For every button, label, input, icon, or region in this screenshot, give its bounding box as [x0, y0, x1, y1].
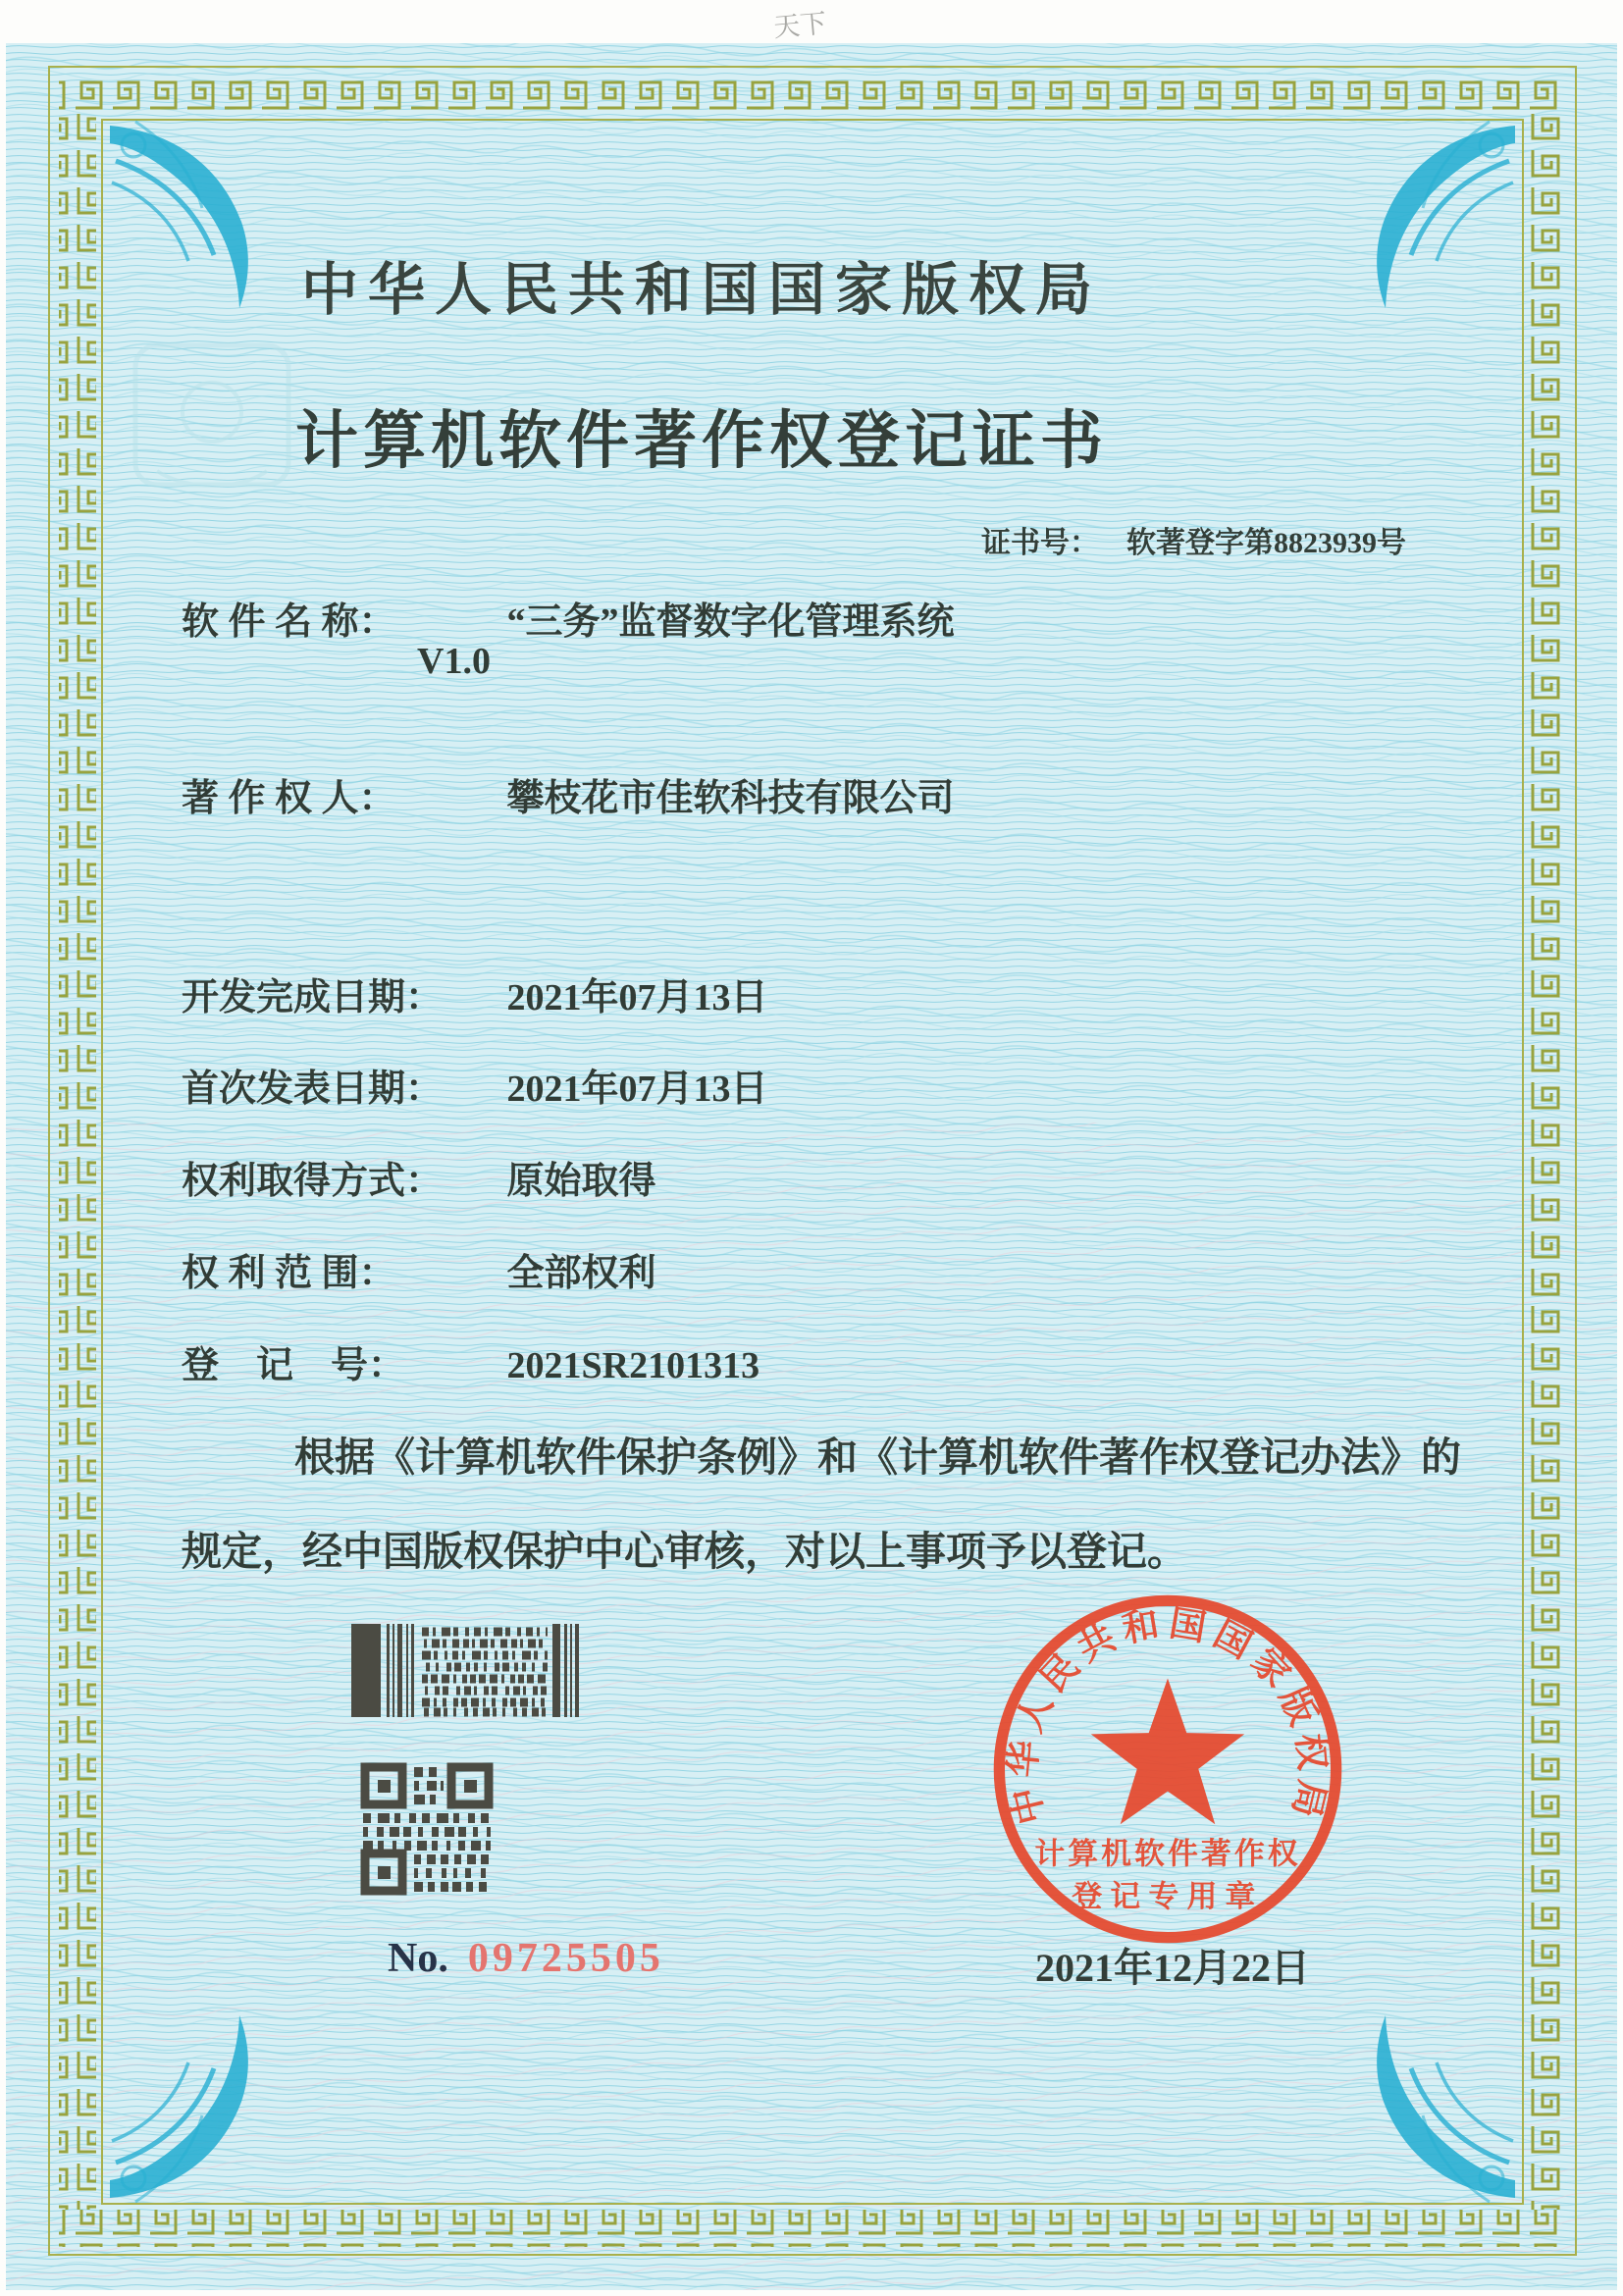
meander-border-bottom — [59, 2210, 1566, 2247]
certificate-number-label: 证书号： — [981, 527, 1099, 559]
meander-border-top — [59, 77, 1566, 114]
barcode — [351, 1624, 582, 1717]
serial-number-line — [388, 1935, 664, 1982]
serial-number-value: 09725505 — [467, 1936, 664, 1981]
meander-border-right — [1529, 114, 1566, 2210]
field-registration-number — [182, 1334, 759, 1388]
issue-date: 2021年12月22日 — [1035, 1946, 1310, 1990]
field-first-publication-date — [182, 1058, 768, 1112]
field-software-name — [182, 591, 955, 645]
pencil-annotation: 天下 — [772, 8, 828, 44]
completion-date-label: 开发完成日期： — [182, 977, 444, 1018]
software-version-value: V1.0 — [417, 641, 491, 682]
registration-number-value: 2021SR2101313 — [506, 1345, 760, 1386]
first-publication-date-label: 首次发表日期： — [182, 1069, 444, 1110]
rights-scope-label: 权 利 范 围： — [182, 1253, 396, 1294]
copyright-owner-value: 攀枝花市佳软科技有限公司 — [506, 778, 955, 819]
authority-title: 中华人民共和国国家版权局 — [300, 258, 1102, 322]
rights-acquisition-label: 权利取得方式： — [182, 1161, 444, 1202]
statement-line2: 规定，经中国版权保护中心审核，对以上事项予以登记。 — [182, 1529, 1187, 1574]
copyright-owner-label: 著 作 权 人： — [182, 778, 396, 819]
software-name-value: “三务”监督数字化管理系统 — [506, 601, 955, 643]
official-seal — [986, 1588, 1349, 1951]
completion-date-value: 2021年07月13日 — [506, 977, 768, 1018]
seal-star-icon — [1091, 1679, 1244, 1825]
corner-ornament-bottom-right — [1377, 2015, 1515, 2202]
field-rights-acquisition — [182, 1150, 656, 1204]
seal-ring-text: 中华人民共和国国家版权局 — [1003, 1603, 1333, 1828]
statement-line1: 根据《计算机软件保护条例》和《计算机软件著作权登记办法》的 — [294, 1435, 1461, 1480]
certificate-title: 计算机软件著作权登记证书 — [295, 406, 1108, 476]
seal-text-line2: 登记专用章 — [1072, 1879, 1264, 1913]
qr-code — [359, 1761, 495, 1897]
serial-number-label: No. — [388, 1936, 448, 1981]
seal-text-line1: 计算机软件著作权 — [1034, 1837, 1301, 1871]
field-copyright-owner — [182, 767, 955, 821]
certificate-number-value: 软著登字第8823939号 — [1126, 527, 1406, 559]
corner-ornament-bottom-left — [110, 2015, 248, 2202]
field-rights-scope — [182, 1242, 656, 1296]
field-completion-date — [182, 966, 768, 1020]
certificate-number-line — [981, 518, 1442, 561]
rights-acquisition-value: 原始取得 — [506, 1161, 656, 1202]
software-name-label: 软 件 名 称： — [182, 601, 396, 643]
rights-scope-value: 全部权利 — [506, 1253, 656, 1294]
first-publication-date-value: 2021年07月13日 — [506, 1069, 768, 1110]
registration-number-label: 登 记 号： — [182, 1345, 406, 1386]
